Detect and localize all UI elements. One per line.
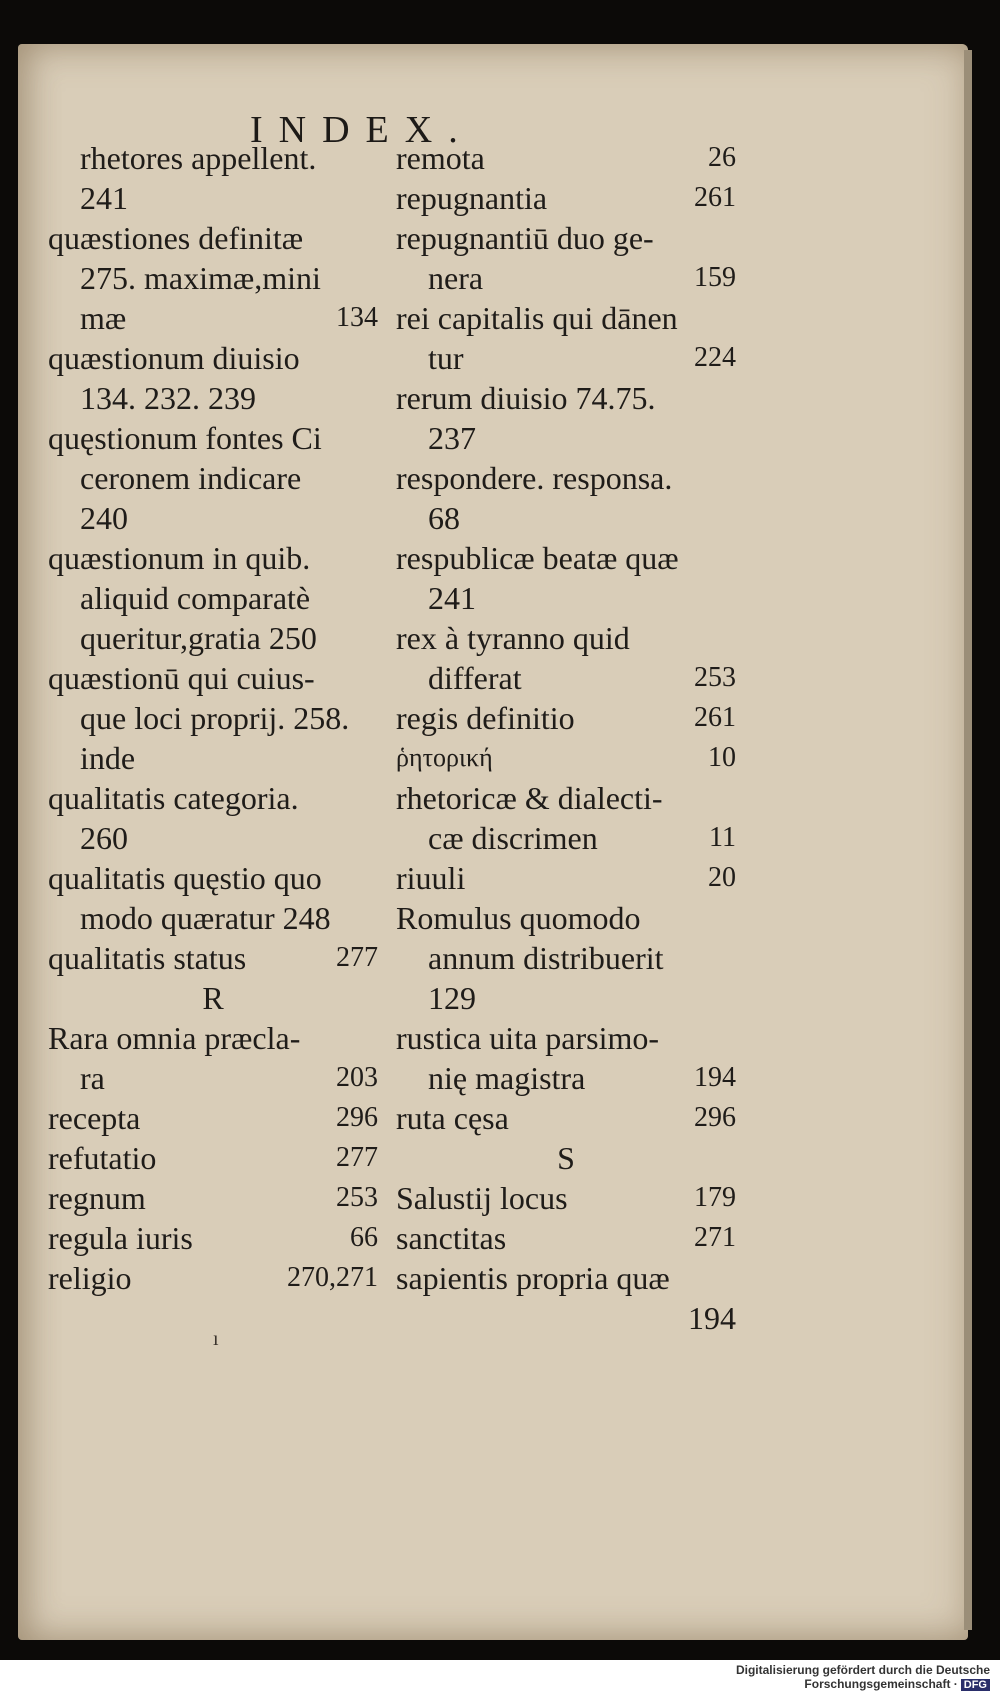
index-term: respublicæ beatæ quæ [396,540,679,576]
index-term: ra [80,1060,105,1096]
index-entry-line [396,218,736,258]
index-term: regis definitio [396,700,575,736]
index-entry-line [396,138,736,178]
running-head: INDEX. [250,109,474,151]
page-reference: 261 [694,702,736,733]
index-entry-line [48,618,378,658]
index-entry-line [48,858,378,898]
index-term: ceronem indicare [80,460,302,496]
index-term: quæstionū qui cuius- [48,660,315,696]
index-entry-line [396,658,736,698]
index-term: 240 [80,500,128,536]
index-term: remota [396,140,485,176]
index-term: annum distribuerit [428,940,664,976]
index-entry-line [48,1098,378,1138]
page-reference: 296 [336,1102,378,1133]
index-entry-line [396,458,736,498]
index-term: 194 [688,1300,736,1336]
index-entry-line [396,1058,736,1098]
page-reference: 277 [336,942,378,973]
index-entry-line [48,1138,378,1178]
index-term: que loci proprij. 258. [80,700,350,736]
index-term: religio [48,1260,132,1296]
index-entry-line [396,298,736,338]
index-term: 275. maximæ,mini [80,260,321,296]
index-entry-line [396,578,736,618]
index-entry-line [396,1258,736,1298]
index-entry-line [48,538,378,578]
index-entry-line [396,498,736,538]
page-reference: 296 [694,1102,736,1133]
index-term: regula iuris [48,1220,193,1256]
index-entry-line [48,418,378,458]
index-entry-line [48,258,378,298]
dfg-logo: DFG [961,1679,990,1691]
index-term: rei capitalis qui dānen [396,300,678,336]
index-entry-line [48,138,378,178]
index-entry-line [396,738,736,778]
index-term: sapientis propria quæ [396,1260,670,1296]
index-entry-line [48,698,378,738]
index-entry-line [396,818,736,858]
index-column-right [396,138,736,1338]
index-term: sanctitas [396,1220,507,1256]
index-entry-line [48,658,378,698]
index-term: repugnantia [396,180,548,216]
page-reference: 253 [694,662,736,693]
index-entry-line [396,338,736,378]
page-reference: 10 [708,742,736,773]
index-term: rex à tyranno quid [396,620,630,656]
index-term: cæ discrimen [428,820,598,856]
index-term: 241 [428,580,476,616]
stray-mark: ı [213,1328,219,1350]
index-term: 237 [428,420,476,456]
index-term: respondere. responsa. [396,460,673,496]
page-edge [964,50,972,1630]
page-reference: 134 [336,302,378,333]
index-entry-line [396,698,736,738]
section-letter [48,978,378,1018]
index-entry-line [396,178,736,218]
index-term: mæ [80,300,127,336]
index-entry-line [48,378,378,418]
index-term: 260 [80,820,128,856]
page-reference: 271 [694,1222,736,1253]
index-term: nię magistra [428,1060,586,1096]
index-column-left [48,138,378,1298]
index-term: 241 [80,180,128,216]
digitization-footer [600,1663,990,1691]
index-entry-line [48,898,378,938]
index-entry-line [396,1018,736,1058]
index-term: nera [428,260,484,296]
index-entry-line [48,818,378,858]
page-reference: 66 [350,1222,378,1253]
index-entry-line [396,418,736,458]
index-entry-line [396,618,736,658]
index-term: differat [428,660,522,696]
index-term: ῥητορική [396,743,493,772]
page-reference: 203 [336,1062,378,1093]
section-letter-text: R [202,980,224,1016]
index-term: Salustij locus [396,1180,568,1216]
footer-text: Digitalisierung gefördert durch die Deutsche Forschungsgemeinschaft · [735,1663,990,1691]
index-term: ruta cęsa [396,1100,509,1136]
index-term: quæstionum in quib. [48,540,311,576]
index-term: refutatio [48,1140,157,1176]
index-entry-line [396,898,736,938]
index-term: tur [428,340,464,376]
index-term: rerum diuisio 74.75. [396,380,656,416]
index-term: queritur,gratia 250 [80,620,317,656]
index-term: qualitatis status [48,940,247,976]
page-reference: 194 [694,1062,736,1093]
index-term: qualitatis categoria. [48,780,299,816]
index-entry-line [396,778,736,818]
index-entry-line [48,218,378,258]
index-entry-line [396,858,736,898]
index-term: quæstionum diuisio [48,340,300,376]
page-reference: 261 [694,182,736,213]
index-term: riuuli [396,860,466,896]
page-reference: 20 [708,862,736,893]
index-entry-line [396,1298,736,1338]
index-entry-line [48,1258,378,1298]
section-letter-text: S [557,1140,575,1176]
index-entry-line [396,938,736,978]
index-term: recepta [48,1100,141,1136]
index-entry-line [48,1018,378,1058]
page-reference: 277 [336,1142,378,1173]
index-entry-line [48,1218,378,1258]
index-term: 134. 232. 239 [80,380,256,416]
page-reference: 26 [708,142,736,173]
index-entry-line [48,578,378,618]
page-reference: 253 [336,1182,378,1213]
index-entry-line [396,378,736,418]
index-term: repugnantiū duo ge- [396,220,654,256]
index-term: inde [80,740,136,776]
index-entry-line [48,498,378,538]
index-entry-line [48,338,378,378]
index-term: Rara omnia præcla- [48,1020,301,1056]
index-entry-line [396,978,736,1018]
index-term: qualitatis quęstio quo [48,860,322,896]
index-term: rustica uita parsimo- [396,1020,660,1056]
index-term: regnum [48,1180,146,1216]
index-term: rhetoricæ & dialecti- [396,780,663,816]
index-entry-line [48,1178,378,1218]
index-term: aliquid comparatè [80,580,311,616]
index-entry-line [396,1218,736,1258]
index-term: quęstionum fontes Ci [48,420,322,456]
index-entry-line [48,938,378,978]
page-reference: 159 [694,262,736,293]
page-reference: 179 [694,1182,736,1213]
index-entry-line [396,538,736,578]
index-entry-line [48,738,378,778]
index-entry-line [396,1178,736,1218]
page-reference: 224 [694,342,736,373]
index-entry-line [48,178,378,218]
index-entry-line [396,258,736,298]
index-term: 129 [428,980,476,1016]
section-letter [396,1138,736,1178]
page-reference: 11 [709,822,736,853]
index-term: 68 [428,500,460,536]
index-term: modo quæratur 248 [80,900,331,936]
index-entry-line [48,1058,378,1098]
index-term: quæstiones definitæ [48,220,304,256]
index-term: Romulus quomodo [396,900,641,936]
index-term: rhetores appellent. [80,140,317,176]
index-entry-line [48,458,378,498]
index-entry-line [48,778,378,818]
index-entry-line [396,1098,736,1138]
index-entry-line [48,298,378,338]
page-reference: 270,271 [287,1262,378,1293]
